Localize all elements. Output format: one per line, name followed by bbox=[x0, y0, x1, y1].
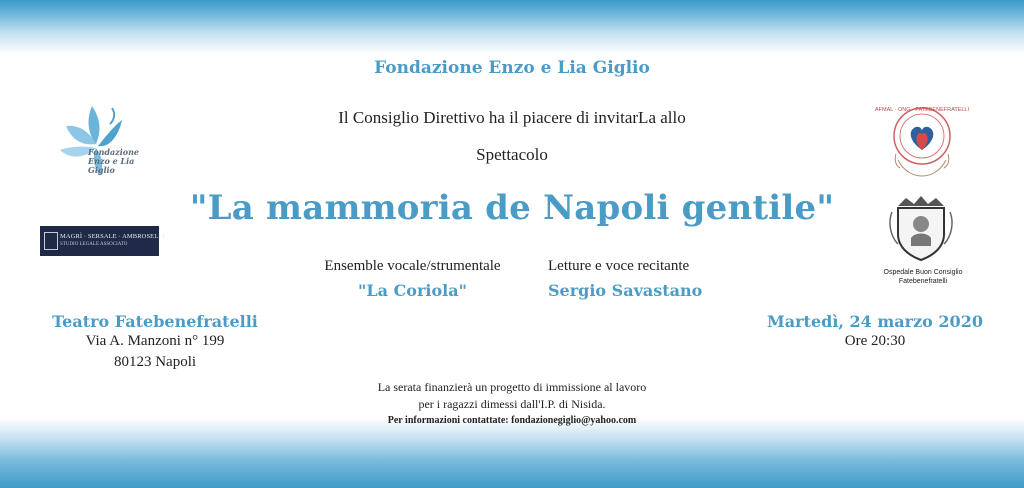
law-firm-plaque bbox=[40, 226, 165, 256]
law-firm-mark-icon bbox=[44, 232, 58, 250]
law-firm-sub: STUDIO LEGALE ASSOCIATO bbox=[60, 242, 128, 247]
foundation-logo-text: Fondazione Enzo e Lia Giglio bbox=[88, 147, 139, 175]
event-date: Martedì, 24 marzo 2020 bbox=[767, 312, 983, 331]
venue-address-line1: Via A. Manzoni n° 199 bbox=[85, 333, 225, 349]
footer-note-line2: per i ragazzi dimessi dall'I.P. di Nisida. bbox=[418, 397, 606, 411]
event-time: Ore 20:30 bbox=[844, 333, 906, 349]
hospital-caption: Ospedale Buon Consiglio Fatebenefratelli bbox=[883, 269, 963, 285]
reader-label: Letture e voce recitante bbox=[548, 258, 690, 274]
event-kind: Spettacolo bbox=[476, 145, 548, 164]
foundation-name: Fondazione Enzo e Lia Giglio bbox=[374, 58, 650, 78]
footer-note-line1: La serata finanzierà un progetto di immissione al lavoro bbox=[377, 380, 647, 394]
afmal-ring-text: AFMAL · ONG · FATEBENEFRATELLI bbox=[874, 107, 970, 113]
venue-name: Teatro Fatebenefratelli bbox=[52, 312, 258, 331]
event-title: "La mammoria de Napoli gentile" bbox=[189, 188, 835, 228]
ensemble-label: Ensemble vocale/strumentale bbox=[324, 258, 501, 274]
venue-address-line2: 80123 Napoli bbox=[113, 354, 197, 370]
reader-name: Sergio Savastano bbox=[548, 281, 703, 300]
invite-line: Il Consiglio Direttivo ha il piacere di invitarLa allo bbox=[338, 108, 686, 127]
law-firm-name: MAGRÌ · SERSALE · AMBROSELLI bbox=[60, 233, 165, 240]
contact-info: Per informazioni contattate: fondazionegiglio@yahoo.com bbox=[387, 415, 637, 426]
ensemble-name: "La Coriola" bbox=[358, 281, 467, 300]
